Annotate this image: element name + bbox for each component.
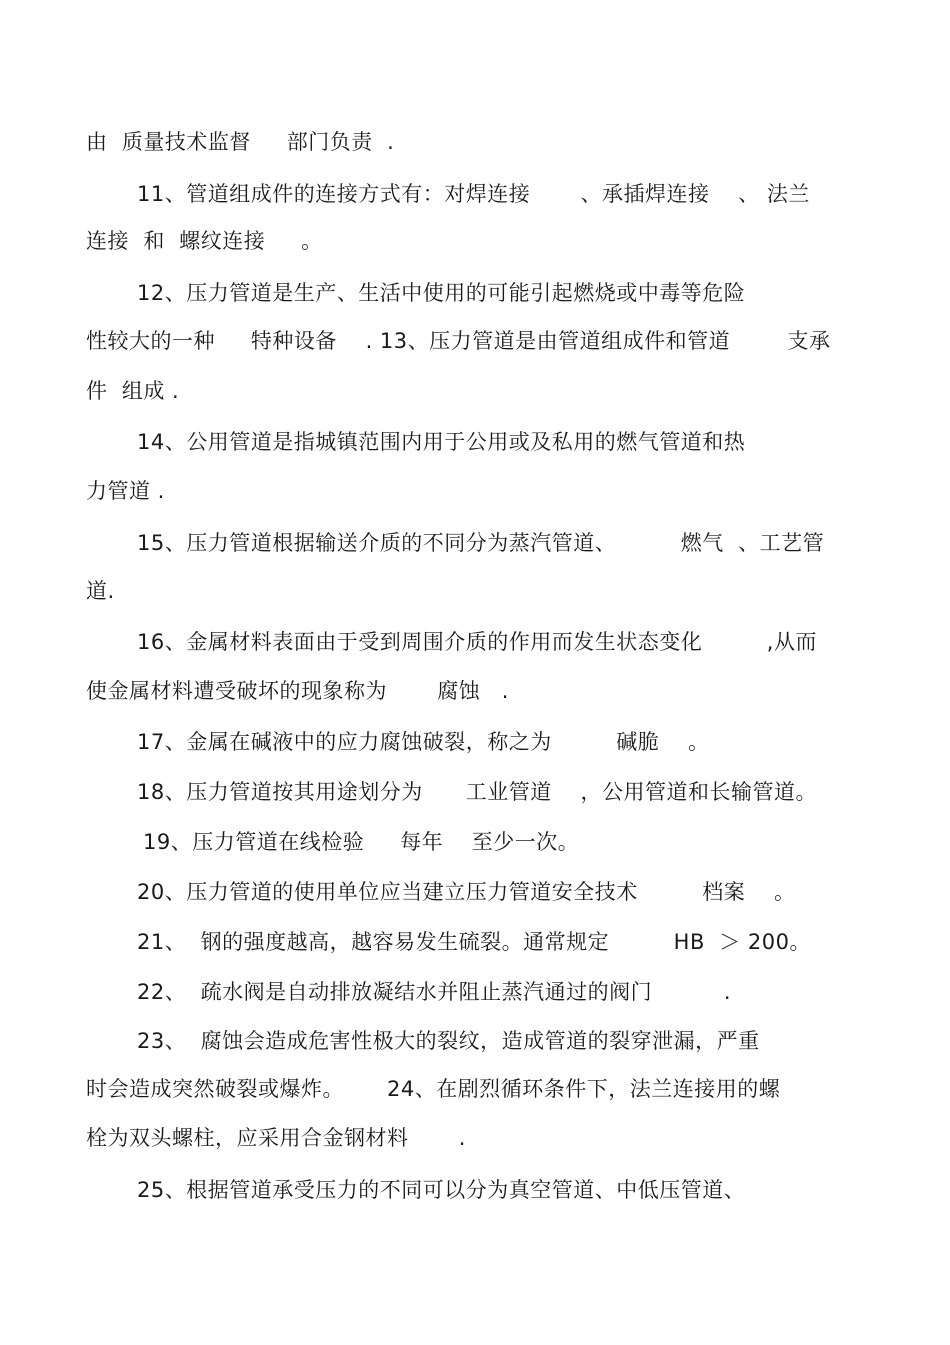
text-line: 22、 疏水阀是自动排放凝结水并阻止蒸汽通过的阀门 . — [137, 980, 731, 1004]
text-line: 栓为双头螺柱，应采用合金钢材料 . — [86, 1126, 466, 1150]
text-line: 23、 腐蚀会造成危害性极大的裂纹，造成管道的裂穿泄漏，严重 — [137, 1029, 760, 1053]
text-line: 15、压力管道根据输送介质的不同分为蒸汽管道、 燃气 、工艺管 — [137, 531, 825, 555]
text-line: 16、金属材料表面由于受到周围介质的作用而发生状态变化 ,从而 — [137, 630, 817, 654]
text-line: 件 组成 . — [86, 379, 180, 403]
text-line: 由 质量技术监督 部门负责 . — [86, 130, 395, 154]
text-line: 21、 钢的强度越高，越容易发生硫裂。通常规定 HB ＞ 200。 — [137, 930, 811, 954]
text-line: 使金属材料遭受破坏的现象称为 腐蚀 . — [86, 679, 509, 703]
text-line: 17、金属在碱液中的应力腐蚀破裂，称之为 碱脆 。 — [137, 730, 710, 754]
text-line: 14、公用管道是指城镇范围内用于公用或及私用的燃气管道和热 — [137, 430, 746, 454]
text-line: 25、根据管道承受压力的不同可以分为真空管道、中低压管道、 — [137, 1178, 746, 1202]
text-line: 连接 和 螺纹连接 。 — [86, 229, 323, 253]
text-line: 力管道 . — [86, 479, 165, 503]
text-line: 18、压力管道按其用途划分为 工业管道 ，公用管道和长输管道。 — [137, 780, 817, 804]
text-line: 时会造成突然破裂或爆炸。 24、在剧烈循环条件下，法兰连接用的螺 — [86, 1077, 781, 1101]
text-line: 20、压力管道的使用单位应当建立压力管道安全技术 档案 。 — [137, 880, 796, 904]
text-line: 性较大的一种 特种设备 . 13、压力管道是由管道组成件和管道 支承 — [86, 329, 831, 353]
text-line: 12、压力管道是生产、生活中使用的可能引起燃烧或中毒等危险 — [137, 281, 746, 305]
text-line: 11、管道组成件的连接方式有：对焊连接 、承插焊连接 、 法兰 — [137, 182, 810, 206]
text-line: 19、压力管道在线检验 每年 至少一次。 — [143, 830, 580, 854]
text-line: 道. — [86, 579, 115, 603]
